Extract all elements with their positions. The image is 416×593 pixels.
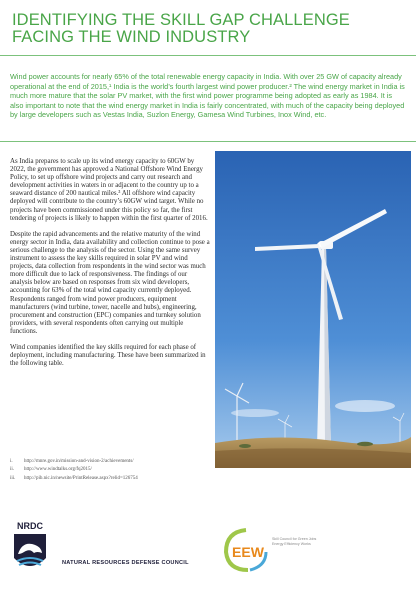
wind-turbine-photo [215, 151, 411, 468]
footnote-link[interactable]: http://pib.nic.in/newsite/PrintRelease.aspx?relid=126754 [24, 475, 138, 481]
wind-turbine-illustration [215, 151, 411, 468]
page-title: IDENTIFYING THE SKILL GAP CHALLENGE FACING THE WIND INDUSTRY [12, 11, 350, 46]
nrdc-bear-logo-icon [8, 520, 52, 576]
footnote-item [10, 458, 210, 466]
body-paragraph-2: Despite the rapid advancements and the relative maturity of the wind energy sector in India, data availability and collection continue to pose a serious challenge to the analysis of the sector. Using the same survey instrument to assess the key skills required in solar PV and wind projects, data collection from respondents in the wind sector was much more difficult due to lack of responsiveness. The findings of our analysis below are based on responses from six wind developers, accounting for 63% of the total wind capacity currently deployed. Respondents ranged from wind power producers, equipment manufacturers (wind turbine, tower, nacelle and hubs), engineering, procurement and construction (EPC) companies and turnkey solution providers, with several respondents often carrying out multiple functions. [10, 230, 210, 335]
footnote-item [10, 466, 210, 474]
lead-paragraph: Wind power accounts for nearly 65% of the total renewable energy capacity in India. With over 25 GW of capacity already operational at the end of 2015,¹ India is the world’s fourth largest wind power producer.² The wind energy market in India is much more mature that the solar PV market, with the first wind power programme being adopted as early as 1984. It is also important to note that the wind energy market in India is fairly concentrated, with much of the capacity being deployed by large developers such as Vestas India, Suzlon Energy, Gamesa Wind Turbines, Inox Wind, etc. [10, 72, 405, 120]
footnote-link[interactable]: http://mnre.gov.in/mission-and-vision-2/achievements/ [24, 459, 134, 464]
footnote-item [10, 475, 210, 483]
title-divider [0, 55, 416, 56]
footnote-link[interactable]: http://www.windtalks.org/fq2015/ [24, 467, 92, 473]
nrdc-full-name: NATURAL RESOURCES DEFENSE COUNCIL [62, 560, 189, 566]
eew-logo [222, 526, 272, 574]
eew-abbrev: EEW [232, 544, 264, 560]
eew-swoosh-logo-icon [222, 526, 272, 574]
footnote-number: ii. [10, 467, 15, 473]
body-paragraph-3: Wind companies identified the key skills required for each phase of deployment, including manufacturing. These have been summarized in the following table. [10, 343, 206, 368]
eew-subtitle: Skill Council for Green Jobs Energy Efficiency Works [272, 537, 317, 546]
footnote-number: iii. [10, 475, 16, 481]
nrdc-logo [8, 520, 52, 576]
body-column [10, 158, 210, 376]
body-paragraph-1: As India prepares to scale up its wind energy capacity to 60GW by 2022, the government has approved a National Offshore Wind Energy Policy, to set up offshore wind projects and carry out research and development activities in waters in or adjacent to the country up to a seaward distance of 200 nautical miles.³ All offshore wind capacity deployed will contribute to the country’s 60GW wind target. While no projects have been commissioned under this policy so far, the first tendering of projects is likely to happen within the first quarter of 2016. [10, 158, 208, 222]
footnotes [10, 458, 210, 483]
footnote-number: i. [10, 459, 13, 464]
lead-divider [0, 141, 416, 142]
nrdc-abbrev: NRDC [17, 521, 43, 531]
